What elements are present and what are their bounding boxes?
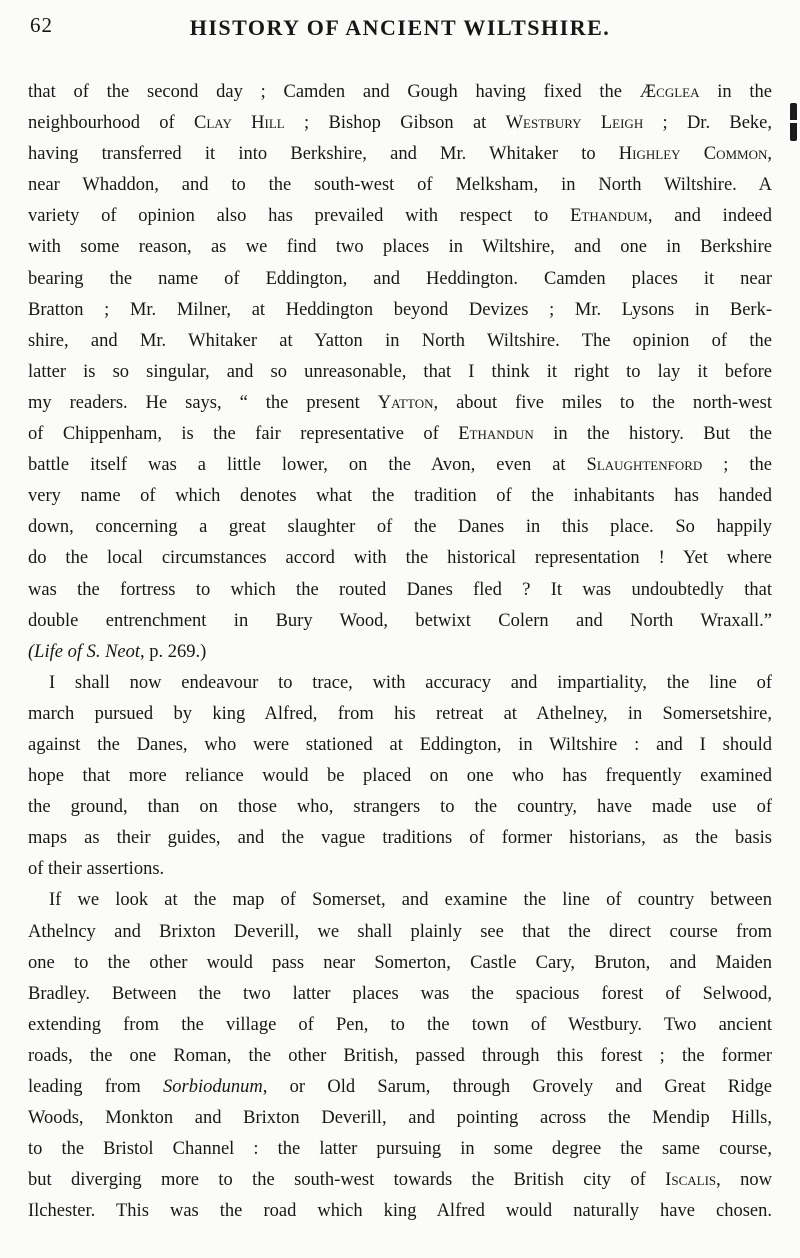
text-segment: double entrenchment in Bury Wood, betwixt Colern and North Wraxall.” [28, 610, 772, 631]
text-segment: , [767, 144, 772, 165]
text-segment: Woods, Monkton and Brixton Deverill, and pointing across the Mendip Hills, [28, 1108, 772, 1129]
text-segment: latter is so singular, and so unreasonable, that I think it right to lay it before [28, 361, 772, 382]
page-header [0, 0, 800, 62]
text-segment: Ilchester. This was the road which king Alfred would naturally have chosen. [28, 1201, 772, 1222]
text-segment: near Whaddon, and to the south-west of Melksham, in North Wiltshire. A [28, 175, 772, 196]
text-line [28, 761, 772, 792]
text-line [28, 917, 772, 948]
text-segment: Athelncy and Brixton Deverill, we shall plainly see that the direct course from [28, 921, 772, 942]
page-number: 62 [30, 13, 53, 37]
text-segment: in the [699, 82, 772, 102]
text-segment: march pursued by king Alfred, from his retreat at Athelney, in Somersetshire, [28, 703, 772, 724]
text-line [28, 948, 772, 979]
running-title: HISTORY OF ANCIENT WILTSHIRE. [189, 15, 611, 40]
text-segment: in the history. But the [533, 424, 772, 445]
text-segment: against the Danes, who were stationed at Eddington, in Wiltshire : and I should [28, 734, 772, 755]
text-segment: my readers. He says, “ the present [28, 392, 378, 413]
text-line [28, 792, 772, 823]
text-segment: the ground, than on those who, strangers to the country, have made use of [28, 797, 772, 818]
text-segment-italic: (Life of S. Neot [28, 641, 141, 662]
text-line [28, 823, 772, 854]
text-line [28, 575, 772, 606]
text-segment-smallcaps: Westbury Leigh [505, 113, 644, 134]
text-line [28, 139, 772, 170]
text-segment-smallcaps: Clay Hill [194, 113, 285, 134]
text-segment: but diverging more to the south-west towards the British city of [28, 1170, 666, 1191]
text-line [28, 1134, 772, 1165]
text-segment-smallcaps: Ethandum [570, 206, 648, 227]
text-line [28, 699, 772, 730]
text-segment: maps as their guides, and the vague traditions of former historians, as the basis [28, 828, 772, 849]
text-segment-smallcaps: Æcglea [639, 82, 700, 102]
text-segment: do the local circumstances accord with the historical representation ! Yet where [28, 548, 772, 569]
text-line [28, 232, 772, 263]
text-line [28, 637, 772, 668]
text-line [28, 1196, 772, 1227]
text-segment: battle itself was a little lower, on the Avon, even at [28, 455, 587, 476]
text-line [28, 108, 772, 139]
text-segment: hope that more reliance would be placed on one who has frequently examined [28, 766, 772, 787]
text-segment: with some reason, as we find two places in Wiltshire, and one in Berkshire [28, 237, 772, 258]
text-segment: roads, the one Roman, the other British, passed through this forest ; the former [28, 1045, 772, 1066]
text-line [28, 201, 772, 232]
paragraph-2 [28, 668, 772, 886]
text-line [28, 419, 772, 450]
text-segment: ; Dr. Beke, [643, 113, 772, 134]
text-segment: of Chippenham, is the fair representative of [28, 424, 459, 445]
scan-ink-artifact [790, 103, 797, 141]
page-body [0, 62, 800, 1227]
text-segment: one to the other would pass near Somerton, Castle Cary, Bruton, and Maiden [28, 952, 772, 973]
text-segment: shire, and Mr. Whitaker at Yatton in North Wiltshire. The opinion of the [28, 330, 772, 351]
text-line [28, 295, 772, 326]
text-line [28, 885, 772, 916]
text-line [28, 1010, 772, 1041]
text-segment: extending from the village of Pen, to the town of Westbury. Two ancient [28, 1014, 772, 1035]
text-segment: to the Bristol Channel : the latter pursuing in some degree the same course, [28, 1139, 772, 1160]
text-segment: ; Bishop Gibson at [284, 113, 506, 134]
paragraph-3 [28, 885, 772, 1227]
text-line [28, 730, 772, 761]
text-segment: , and indeed [647, 206, 772, 227]
text-line [28, 170, 772, 201]
text-line [28, 450, 772, 481]
text-line [28, 357, 772, 388]
text-segment: bearing the name of Eddington, and Heddington. Camden places it near [28, 268, 772, 289]
text-segment: variety of opinion also has prevailed with respect to [28, 206, 571, 227]
text-segment: neighbourhood of [28, 113, 195, 134]
text-segment: down, concerning a great slaughter of the Danes in this place. So happily [28, 517, 772, 538]
text-line [28, 606, 772, 637]
text-line [28, 388, 772, 419]
text-segment: was the fortress to which the routed Danes fled ? It was undoubtedly that [28, 579, 772, 600]
text-segment: having transferred it into Berkshire, and Mr. Whitaker to [28, 144, 619, 165]
text-line [28, 77, 772, 108]
text-segment: leading from [28, 1077, 164, 1097]
text-segment: Bratton ; Mr. Milner, at Heddington beyond Devizes ; Mr. Lysons in Berk- [28, 299, 772, 320]
text-line [28, 326, 772, 357]
text-line [28, 1165, 772, 1196]
text-segment: ; the [702, 455, 772, 476]
text-segment: I shall now endeavour to trace, with accuracy and impartiality, the line of [49, 672, 772, 693]
text-line [28, 1103, 772, 1134]
text-segment-smallcaps: Slaughtenford [586, 455, 703, 476]
text-segment: , now [716, 1170, 772, 1191]
text-line [28, 264, 772, 295]
text-segment: , p. 269.) [140, 641, 207, 662]
text-segment-smallcaps: Iscalis [665, 1170, 717, 1191]
text-segment: , or Old Sarum, through Grovely and Great Ridge [262, 1077, 772, 1097]
text-line [28, 543, 772, 574]
text-segment: of their assertions. [28, 859, 165, 880]
text-segment: very name of which denotes what the tradition of the inhabitants has handed [28, 486, 772, 507]
text-segment-smallcaps: Highley Common [618, 144, 768, 165]
text-line [28, 512, 772, 543]
text-line [28, 1041, 772, 1072]
text-segment: Bradley. Between the two latter places was the spacious forest of Selwood, [28, 983, 772, 1004]
text-line [28, 668, 772, 699]
text-segment: If we look at the map of Somerset, and examine the line of country between [49, 890, 772, 911]
text-segment-smallcaps: Ethandun [458, 424, 534, 445]
text-segment-smallcaps: Yatton [377, 392, 434, 413]
text-segment: that of the second day ; Camden and Gough having fixed the [28, 82, 640, 102]
text-segment-italic: Sorbiodunum [163, 1077, 263, 1097]
text-line [28, 854, 772, 885]
text-line [28, 481, 772, 512]
text-line [28, 1072, 772, 1103]
paragraph-1 [28, 77, 772, 668]
text-line [28, 979, 772, 1010]
text-segment: , about five miles to the north-west [433, 392, 772, 413]
